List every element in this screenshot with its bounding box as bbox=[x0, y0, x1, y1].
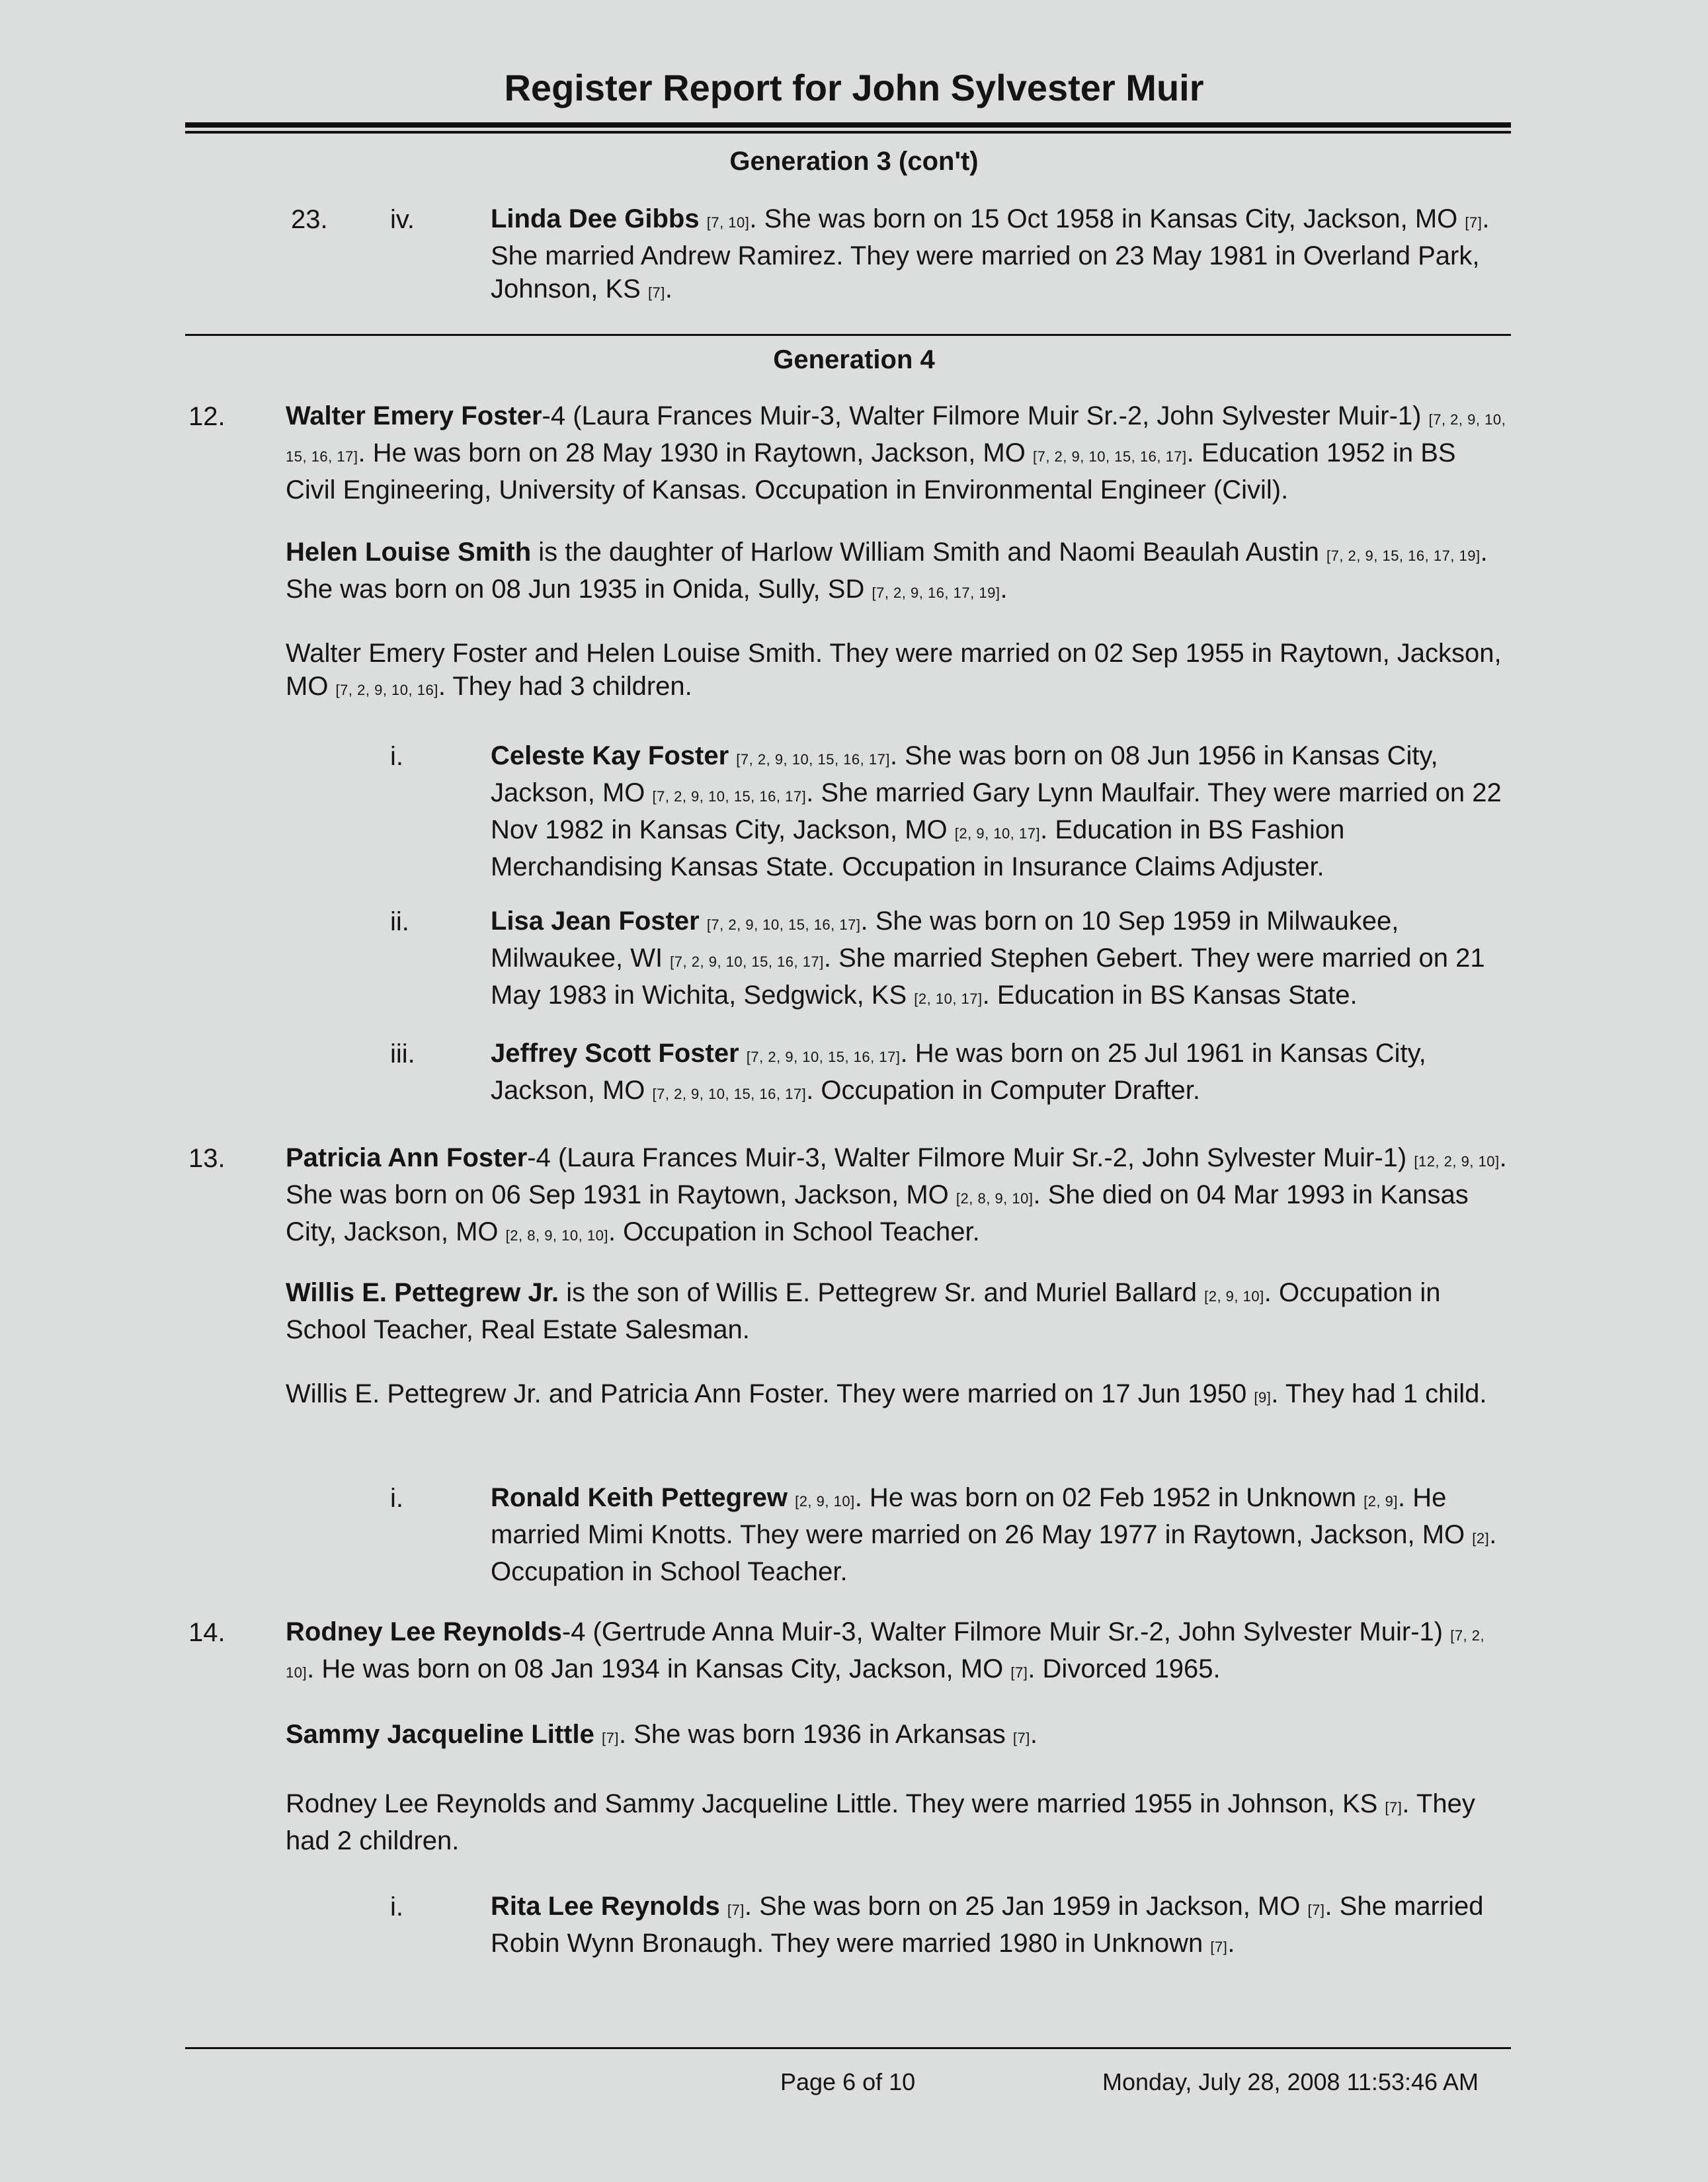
entry-text: . She married Robin Wynn Bronaugh. They were married 1980 in Unknown bbox=[491, 1892, 1484, 1958]
citation: [12, 2, 9, 10] bbox=[1414, 1153, 1500, 1170]
person-name: Jeffrey Scott Foster bbox=[491, 1039, 739, 1068]
child-entry bbox=[491, 905, 1512, 1016]
spouse-name: Helen Louise Smith bbox=[286, 538, 532, 567]
child-entry bbox=[491, 739, 1512, 883]
person-name: Ronald Keith Pettegrew bbox=[491, 1483, 788, 1512]
entry-text: -4 (Laura Frances Muir-3, Walter Filmore Muir Sr.-2, John Sylvester Muir-1) bbox=[542, 401, 1429, 430]
spouse-paragraph bbox=[286, 536, 1511, 610]
citation: [2, 9, 10] bbox=[795, 1493, 855, 1510]
citation: [7, 2, 9, 10, 16] bbox=[335, 682, 438, 698]
entry-text: . She was born on 10 Sep 1959 in Milwaukee, Milwaukee, WI bbox=[491, 907, 1399, 973]
citation: [7, 10] bbox=[706, 214, 750, 231]
citation: [7] bbox=[647, 284, 665, 301]
citation: [7, 2, 9, 16, 17, 19] bbox=[872, 585, 1000, 601]
entry-text: . bbox=[1000, 575, 1008, 604]
entry-text: . She married Stephen Gebert. They were married on 21 May 1983 in Wichita, Sedgwick, KS bbox=[491, 944, 1485, 1010]
child-roman: ii. bbox=[390, 907, 409, 936]
spouse-name: Sammy Jacqueline Little bbox=[286, 1720, 594, 1749]
entry-23-text bbox=[491, 202, 1512, 309]
entry-text: . He was born on 02 Feb 1952 in Unknown bbox=[854, 1483, 1364, 1512]
entry-text: . Education in BS Fashion Merchandising Kansas State. Occupation in Insurance Claims Adjuster. bbox=[491, 815, 1345, 881]
entry-text: Walter Emery Foster and Helen Louise Smith. They were married on 02 Sep 1955 in Raytown, Jackson, MO bbox=[286, 639, 1502, 701]
person-name: Celeste Kay Foster bbox=[491, 741, 729, 770]
entry-14-text bbox=[286, 1615, 1511, 1689]
citation: [7] bbox=[727, 1902, 745, 1918]
entry-number: 23. bbox=[291, 205, 328, 234]
citation: [7, 2, 9, 10, 15, 16, 17] bbox=[1032, 448, 1187, 465]
person-name: Patricia Ann Foster bbox=[286, 1143, 528, 1172]
entry-text: . They had 1 child. bbox=[1271, 1379, 1487, 1408]
generation-heading: Generation 4 bbox=[773, 345, 935, 374]
entry-text: . Occupation in School Teacher. bbox=[491, 1520, 1497, 1586]
entry-text: . He was born on 28 May 1930 in Raytown, Jackson, MO bbox=[358, 438, 1033, 467]
entry-text: . They had 2 children. bbox=[286, 1789, 1475, 1855]
child-entry bbox=[491, 1481, 1512, 1588]
citation: [7] bbox=[1012, 1730, 1030, 1746]
report-timestamp: Monday, July 28, 2008 11:53:46 AM bbox=[1102, 2068, 1479, 2095]
entry-text: . bbox=[1030, 1720, 1037, 1749]
entry-number: 14. bbox=[188, 1618, 225, 1647]
title-rule-thick bbox=[185, 122, 1511, 128]
spouse-paragraph bbox=[286, 1718, 1511, 1755]
entry-text: -4 (Laura Frances Muir-3, Walter Filmore Muir Sr.-2, John Sylvester Muir-1) bbox=[527, 1143, 1414, 1172]
entry-text: . He was born on 08 Jan 1934 in Kansas City, Jackson, MO bbox=[307, 1654, 1011, 1683]
citation: [9] bbox=[1254, 1389, 1272, 1406]
citation: [7] bbox=[1210, 1939, 1228, 1955]
child-roman: iv. bbox=[390, 205, 415, 234]
entry-text: . She was born on 08 Jun 1956 in Kansas City, Jackson, MO bbox=[491, 741, 1438, 807]
child-roman: iii. bbox=[390, 1039, 415, 1069]
entry-text: . bbox=[665, 274, 673, 303]
footer-rule bbox=[185, 2047, 1511, 2049]
entry-text: . Occupation in School Teacher. bbox=[608, 1217, 980, 1246]
citation: [2, 9, 10] bbox=[1204, 1288, 1264, 1305]
citation: [7] bbox=[1385, 1799, 1403, 1816]
citation: [7, 2, 9, 15, 16, 17, 19] bbox=[1326, 547, 1481, 564]
page-title: Register Report for John Sylvester Muir bbox=[504, 67, 1204, 108]
citation: [2, 8, 9, 10] bbox=[956, 1190, 1034, 1207]
marriage-paragraph bbox=[286, 1377, 1511, 1414]
citation: [7, 2, 9, 10, 15, 16, 17] bbox=[746, 1049, 901, 1065]
entry-text: . Occupation in Computer Drafter. bbox=[806, 1076, 1201, 1105]
spouse-paragraph bbox=[286, 1276, 1511, 1346]
generation-rule bbox=[185, 334, 1511, 336]
entry-text: is the son of Willis E. Pettegrew Sr. and Muriel Ballard bbox=[559, 1278, 1205, 1307]
entry-text: . She was born on 08 Jun 1935 in Onida, Sully, SD bbox=[286, 538, 1488, 604]
marriage-paragraph bbox=[286, 1787, 1511, 1857]
entry-13-text bbox=[286, 1141, 1511, 1252]
entry-text: . bbox=[1227, 1929, 1235, 1958]
child-roman: i. bbox=[390, 1892, 403, 1921]
citation: [7] bbox=[1307, 1902, 1325, 1918]
child-roman: i. bbox=[390, 1484, 403, 1513]
entry-text: . Occupation in School Teacher, Real Estate Salesman. bbox=[286, 1278, 1441, 1344]
entry-text: -4 (Gertrude Anna Muir-3, Walter Filmore Muir Sr.-2, John Sylvester Muir-1) bbox=[561, 1617, 1451, 1646]
citation: [2] bbox=[1472, 1530, 1490, 1547]
entry-text: . She was born on 06 Sep 1931 in Raytown, Jackson, MO bbox=[286, 1143, 1507, 1209]
entry-text: . She was born on 15 Oct 1958 in Kansas City, Jackson, MO bbox=[749, 204, 1465, 233]
citation: [7] bbox=[1465, 214, 1483, 231]
entry-number: 13. bbox=[188, 1144, 225, 1173]
citation: [2, 9, 10, 17] bbox=[954, 825, 1041, 842]
title-rule-thin bbox=[185, 131, 1511, 134]
entry-text: . Education 1952 in BS Civil Engineering, University of Kansas. Occupation in Environmental Engineer (Civil). bbox=[286, 438, 1456, 505]
citation: [7, 2, 9, 10, 15, 16, 17] bbox=[652, 1086, 807, 1102]
citation: [2, 9] bbox=[1363, 1493, 1398, 1510]
child-roman: i. bbox=[390, 742, 403, 771]
person-name: Rita Lee Reynolds bbox=[491, 1892, 720, 1921]
citation: [7, 2, 9, 10, 15, 16, 17] bbox=[736, 751, 890, 768]
citation: [2, 10, 17] bbox=[914, 990, 983, 1007]
child-entry bbox=[491, 1890, 1512, 1964]
entry-text: Willis E. Pettegrew Jr. and Patricia Ann Foster. They were married on 17 Jun 1950 bbox=[286, 1379, 1254, 1408]
spouse-name: Willis E. Pettegrew Jr. bbox=[286, 1278, 559, 1307]
entry-text: . He was born on 25 Jul 1961 in Kansas City, Jackson, MO bbox=[491, 1039, 1426, 1105]
entry-text: . Education in BS Kansas State. bbox=[982, 981, 1358, 1010]
entry-text: . She died on 04 Mar 1993 in Kansas City, Jackson, MO bbox=[286, 1180, 1469, 1246]
citation: [2, 8, 9, 10, 10] bbox=[505, 1227, 608, 1244]
child-entry bbox=[491, 1037, 1512, 1111]
person-name: Lisa Jean Foster bbox=[491, 907, 700, 936]
citation: [7] bbox=[1010, 1664, 1028, 1681]
person-name: Walter Emery Foster bbox=[286, 401, 542, 430]
person-name: Linda Dee Gibbs bbox=[491, 204, 700, 233]
page-number: Page 6 of 10 bbox=[780, 2068, 916, 2095]
citation: [7, 2, 9, 10, 15, 16, 17] bbox=[706, 916, 861, 933]
citation: [7, 2, 9, 10, 15, 16, 17] bbox=[286, 411, 1506, 465]
citation: [7] bbox=[601, 1730, 619, 1746]
marriage-paragraph bbox=[286, 637, 1511, 707]
citation: [7, 2, 10] bbox=[286, 1627, 1485, 1681]
entry-text: . She was born on 25 Jan 1959 in Jackson, MO bbox=[744, 1892, 1308, 1921]
entry-number: 12. bbox=[188, 402, 225, 431]
person-name: Rodney Lee Reynolds bbox=[286, 1617, 562, 1646]
entry-12-text bbox=[286, 399, 1511, 506]
entry-text: . She married Gary Lynn Maulfair. They were married on 22 Nov 1982 in Kansas City, Jackson, MO bbox=[491, 778, 1502, 844]
entry-text: Rodney Lee Reynolds and Sammy Jacqueline Little. They were married 1955 in Johnson, KS bbox=[286, 1789, 1385, 1818]
citation: [7, 2, 9, 10, 15, 16, 17] bbox=[652, 788, 807, 805]
generation-heading: Generation 3 (con't) bbox=[729, 147, 979, 176]
entry-text: . Divorced 1965. bbox=[1028, 1654, 1221, 1683]
entry-text: . They had 3 children. bbox=[438, 672, 692, 701]
entry-text: . She was born 1936 in Arkansas bbox=[618, 1720, 1013, 1749]
entry-text: . She married Andrew Ramirez. They were married on 23 May 1981 in Overland Park, Johnson, KS bbox=[491, 204, 1490, 303]
entry-text: is the daughter of Harlow William Smith and Naomi Beaulah Austin bbox=[531, 538, 1326, 567]
citation: [7, 2, 9, 10, 15, 16, 17] bbox=[670, 953, 824, 970]
entry-text: . He married Mimi Knotts. They were married on 26 May 1977 in Raytown, Jackson, MO bbox=[491, 1483, 1473, 1549]
